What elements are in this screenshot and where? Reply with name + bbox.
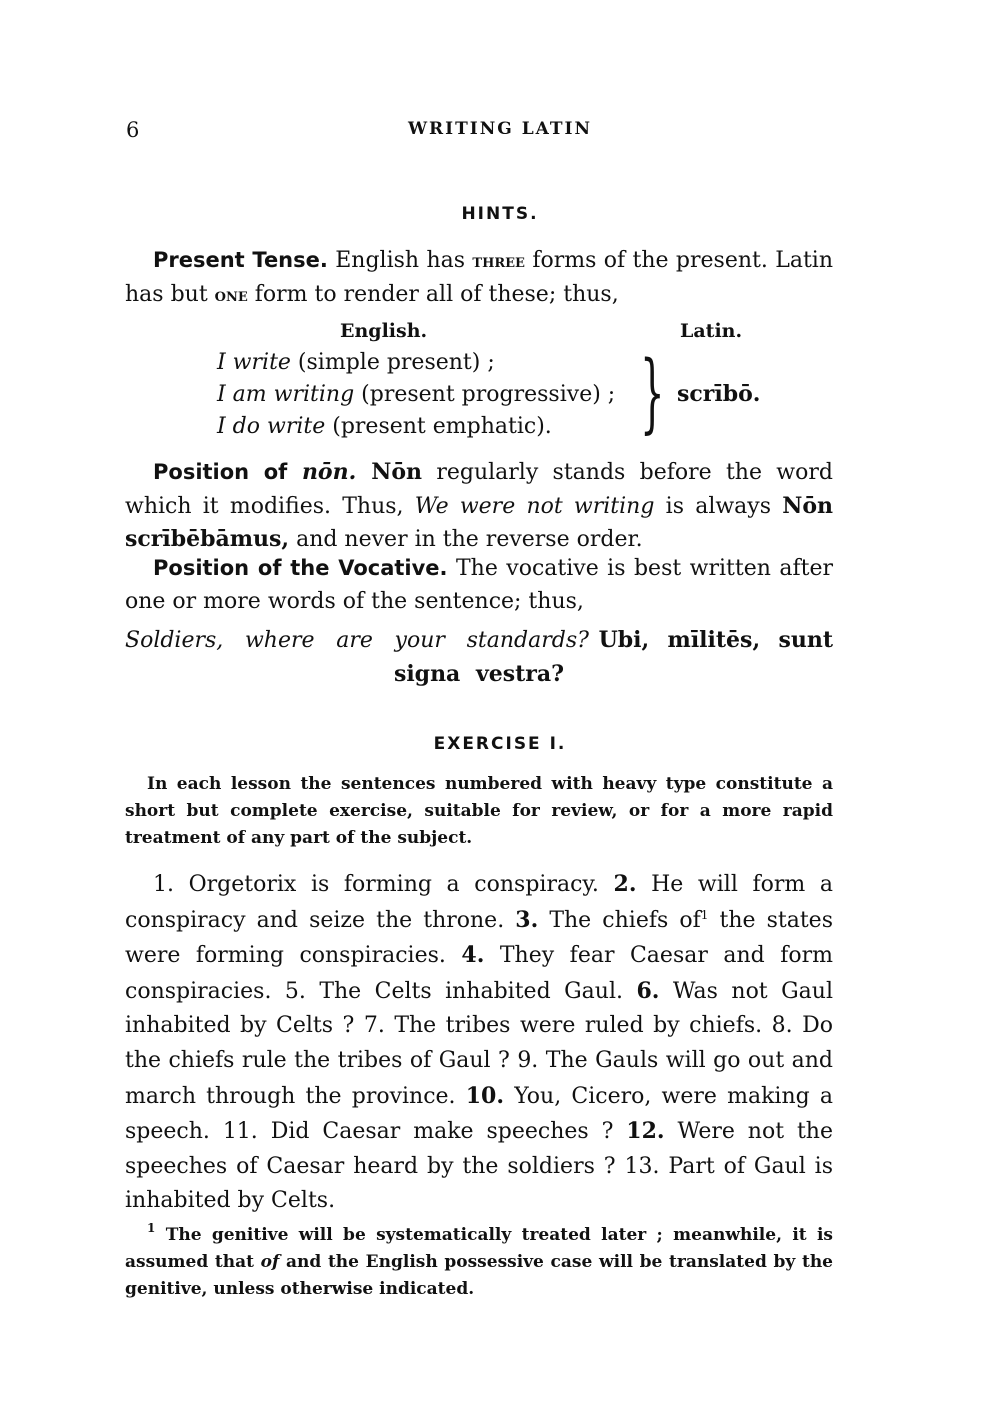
sentence-text: Part of Gaul is inhabited by Celts. (125, 1153, 833, 1214)
footnote (125, 1222, 833, 1303)
example-row-2-italic: I am writing (217, 382, 355, 407)
sentence-text: The Gauls will go out and march through the province. (125, 1047, 833, 1109)
hints-heading: HINTS. (461, 204, 539, 224)
sentence-number: 7. (363, 1013, 385, 1039)
sentence-number: 3. (515, 906, 539, 933)
running-title: WRITING LATIN (407, 119, 593, 139)
present-tense-text-1: English has (327, 248, 473, 273)
present-tense-text-3: form to render all of these; thus, (247, 281, 619, 307)
three-small-caps: three (472, 251, 525, 272)
position-non-text-1: regularly stands before the word which it modifies. Thus, (125, 460, 833, 519)
one-small-caps: one (214, 284, 248, 306)
position-non-paragraph (125, 456, 833, 557)
non-word: Nōn (356, 459, 423, 485)
sentence-text: Were not the speeches of Caesar heard by the soldiers ? (125, 1119, 833, 1179)
position-non-lead: Position of (153, 460, 302, 484)
footnote-text-1: The genitive will be systematically treated later ; meanwhile, it is assumed that (125, 1225, 833, 1272)
position-non-text-3: and never in the reverse order. (289, 527, 643, 552)
sentence-text-after: the states were forming conspiracies. (125, 907, 833, 969)
position-vocative-paragraph (125, 552, 833, 618)
sentence-text: The tribes were ruled by chiefs. (384, 1013, 772, 1039)
sentence-text: He will form a conspiracy and seize the throne. (125, 872, 833, 933)
footnote-reference: 1 (700, 907, 709, 922)
sentence-number: 1. (153, 872, 174, 897)
sentence-number: 5. (284, 978, 306, 1004)
sentence-number: 4. (461, 942, 485, 969)
sentence-text: The Celts inhabited Gaul. (305, 978, 637, 1004)
example-row-1 (217, 347, 495, 379)
position-non-text-2: is always (654, 493, 783, 519)
sentence-text: Did Caesar make speeches ? (257, 1119, 627, 1145)
sentence-number: 2. (613, 871, 637, 897)
example-row-2 (217, 379, 615, 411)
sentence-number: 6. (636, 977, 660, 1004)
vocative-example-latin: Ubi, mīlitēs, sunt signa vestra? (393, 627, 833, 687)
present-tense-lead: Present Tense. (153, 248, 328, 272)
sentence-number: 10. (465, 1082, 505, 1109)
sentence-text: Orgetorix is forming a conspiracy. (174, 872, 614, 897)
sentence-text: The chiefs of (538, 907, 701, 933)
present-tense-paragraph (125, 244, 833, 312)
example-row-1-italic: I write (217, 350, 291, 375)
vocative-example-english: Soldiers, where are your standards? (125, 628, 589, 653)
sentence-number: 13. (624, 1153, 660, 1179)
exercise-sentences (125, 867, 833, 1219)
sentence-number: 9. (517, 1047, 539, 1073)
page-number: 6 (126, 118, 140, 142)
present-tense-text-2: forms of the present. Latin has but (125, 248, 833, 307)
sentence-number: 12. (626, 1118, 665, 1145)
sentence-number: 8. (771, 1013, 793, 1039)
right-brace: } (640, 343, 665, 443)
position-non-latin: Nōn scrībēbāmus, (125, 492, 834, 552)
example-row-3-italic: I do write (217, 414, 326, 439)
example-row-3-plain: (present emphatic). (325, 414, 552, 439)
position-vocative-lead: Position of the Vocative. (153, 556, 448, 580)
position-vocative-text: The vocative is best written after one or more words of the sentence; thus, (125, 556, 833, 614)
position-non-lead-word: nōn. (301, 459, 357, 485)
sentence-number: 11. (222, 1119, 258, 1145)
example-row-2-plain: (present progressive) ; (354, 382, 616, 407)
example-row-3 (217, 411, 552, 443)
sentence-text: They fear Caesar and form conspiracies. (125, 943, 834, 1004)
example-row-1-plain: (simple present) ; (290, 350, 495, 375)
latin-form: scrībō. (677, 381, 761, 407)
sentence-text: You, Cicero, were making a speech. (125, 1083, 833, 1145)
sentence-text: Was not Gaul inhabited by Celts ? (125, 978, 833, 1039)
sentence-text: Do the chiefs rule the tribes of Gaul ? (125, 1013, 833, 1073)
english-column-header: English. (340, 320, 428, 342)
footnote-marker: 1 (147, 1221, 156, 1235)
exercise-heading: EXERCISE I. (433, 734, 567, 754)
vocative-example (125, 624, 833, 691)
footnote-italic: of (260, 1252, 280, 1272)
latin-column-header: Latin. (680, 320, 743, 342)
exercise-note: In each lesson the sentences numbered with heavy type constitute a short but complete exercise, suitable for review, or for a more rapid treatment of any part of the subject. (125, 774, 833, 848)
footnote-text-2: and the English possessive case will be translated by the genitive, unless otherwise indicated. (125, 1252, 833, 1299)
position-non-italic: We were not writing (414, 493, 655, 519)
